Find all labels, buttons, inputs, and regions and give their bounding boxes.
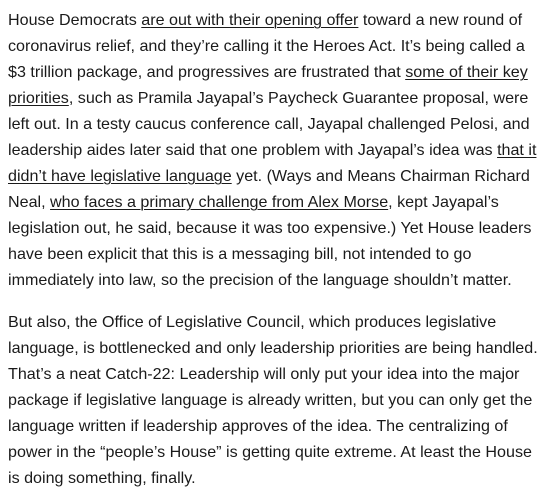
opening-offer-link[interactable]: are out with their opening offer xyxy=(141,11,359,29)
legislative-language-link[interactable]: that it didn’t have legislative language xyxy=(8,141,537,185)
paragraph-1-text-5: , kept Jayapal’s legislation out, he said, because it was too expensive.) Yet House leaders have been explicit that this is a messaging bill, not intended to go immediately into law, so the precision of the language shouldn’t matter. xyxy=(8,193,532,289)
primary-challenge-link[interactable]: who faces a primary challenge from Alex Morse xyxy=(50,193,389,211)
paragraph-1-text-1: House Democrats xyxy=(8,11,142,29)
paragraph-1-text-4: yet. (Ways and Means Chairman Richard Neal, xyxy=(8,167,530,211)
key-priorities-link[interactable]: some of their key priorities xyxy=(8,63,528,107)
paragraph-1-text-3: , such as Pramila Jayapal’s Paycheck Guarantee proposal, were left out. In a testy caucus conference call, Jayapal challenged Pelosi, and leadership aides later said that one problem with Jayapal’s idea was xyxy=(8,89,530,159)
paragraph-1 xyxy=(8,7,541,293)
paragraph-2: But also, the Office of Legislative Council, which produces legislative language, is bottlenecked and only leadership priorities are being handled. That’s a neat Catch-22: Leadership will only put your idea into the major package if legislative language is already written, but you can only get the language written if leadership approves of the idea. The centralizing of power in the “people’s House” is getting quite extreme. At least the House is doing something, finally. xyxy=(8,313,538,487)
paragraph-1-text-2: toward a new round of coronavirus relief, and they’re calling it the Heroes Act. It’s being called a $3 trillion package, and progressives are frustrated that xyxy=(8,11,525,81)
